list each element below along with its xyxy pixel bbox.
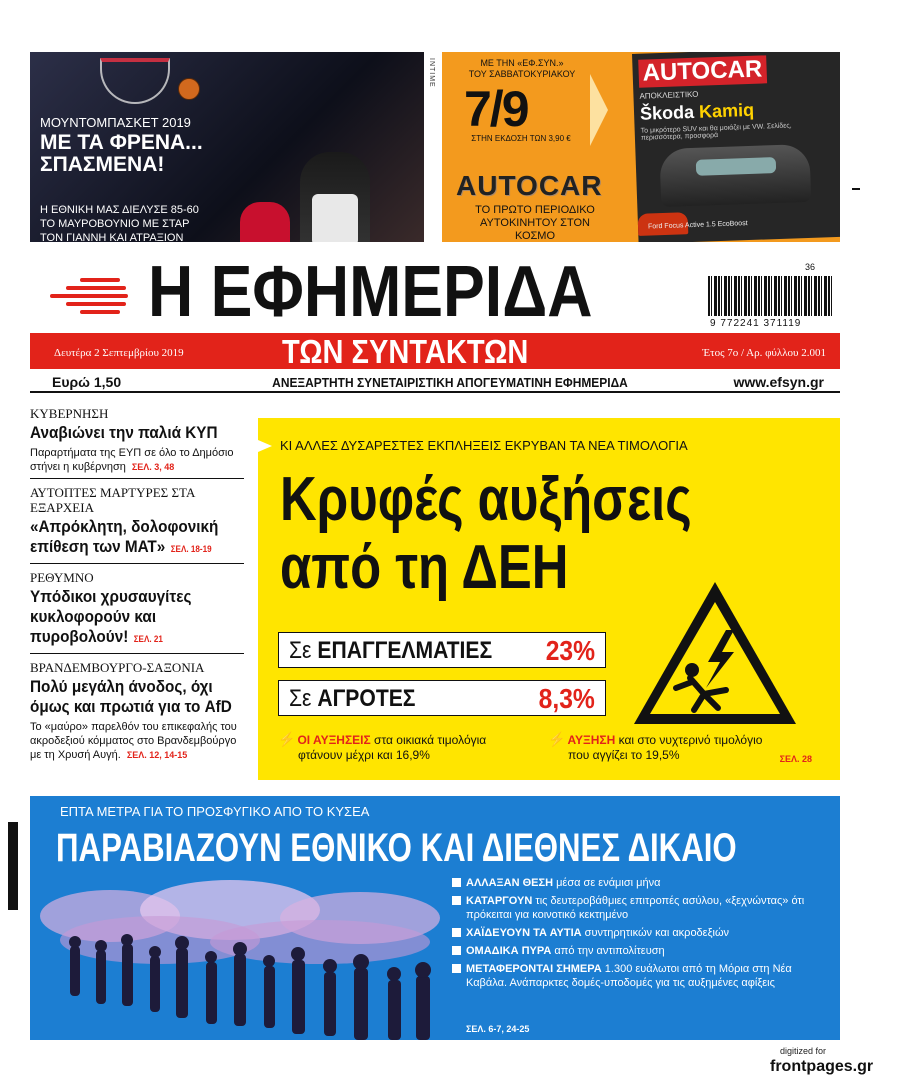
stat-group: ΕΠΑΓΓΕΛΜΑΤΙΕΣ [317, 637, 493, 664]
refugee-kicker: ΕΠΤΑ ΜΕΤΡΑ ΓΙΑ ΤΟ ΠΡΟΣΦΥΓΙΚΟ ΑΠΟ ΤΟ ΚΥΣΕΑ [60, 804, 370, 819]
pen-nib-logo-icon [50, 276, 134, 312]
masthead-red-bar [30, 333, 840, 369]
autocar-tagline [460, 204, 610, 242]
autocar-magazine-cover [632, 52, 840, 242]
magazine-title: AUTOCAR [638, 55, 766, 87]
autocar-note [452, 58, 592, 80]
refugee-story[interactable] [30, 796, 840, 1040]
story-body-text: Το «μαύρο» παρελθόν του επικεφαλής του ακροδεξιού κόμματος στο Βρανδεμβούργο με τη Χρυσή Αυγή. [30, 721, 237, 761]
player-jersey [312, 194, 358, 242]
masthead-title[interactable]: Η ΕΦΗΜΕΡΙΔΑ [148, 252, 593, 332]
refugees-silhouette-illustration [30, 876, 450, 1040]
measure-bold: ΚΑΤΑΡΓΟΥΝ [466, 895, 533, 907]
lead-page-ref: ΣΕΛ. 28 [779, 754, 812, 764]
story-body [30, 446, 244, 474]
refugee-page-ref: ΣΕΛ. 6-7, 24-25 [466, 1024, 530, 1034]
story-category: ΒΡΑΝΔΕΜΒΟΥΡΓΟ-ΣΑΞΟΝΙΑ [30, 660, 205, 675]
stat-label [289, 685, 415, 713]
story-headline [30, 517, 242, 559]
story-category: ΚΥΒΕΡΝΗΣΗ [30, 406, 109, 421]
promo-sport-desc-line3: ΤΟΝ ΓΙΑΝΝΗ ΚΑΙ ΑΤΡΑΞΙΟΝ [40, 232, 184, 242]
issue-date: Δευτέρα 2 Σεπτεμβρίου 2019 [54, 347, 184, 359]
lightning-icon: ⚡ [278, 731, 296, 747]
magazine-model [640, 100, 755, 125]
refugee-headline: ΠΑΡΑΒΙΑΖΟΥΝ ΕΘΝΙΚΟ ΚΑΙ ΔΙΕΘΝΕΣ ΔΙΚΑΙΟ [56, 826, 737, 870]
play-arrow-icon [258, 440, 272, 452]
autocar-tagline-line2: ΑΥΤΟΚΙΝΗΤΟΥ ΣΤΟΝ ΚΟΣΜΟ [480, 217, 590, 242]
note-line-a [278, 732, 486, 748]
promo-sport-headline [40, 132, 203, 176]
lead-story-dei[interactable] [258, 418, 840, 780]
measure-item [452, 944, 832, 958]
cover-price: Ευρώ 1,50 [52, 374, 122, 390]
left-column-stories [30, 400, 244, 766]
story-rethymno[interactable] [30, 564, 244, 654]
story-category: ΡΕΘΥΜΝΟ [30, 570, 94, 585]
measure-bold: ΑΛΛΑΞΑΝ ΘΕΣΗ [466, 877, 554, 889]
autocar-tagline-line1: ΤΟ ΠΡΩΤΟ ΠΕΡΙΟΔΙΚΟ [475, 204, 595, 216]
autocar-brand: AUTOCAR [456, 170, 603, 201]
lead-headline-line2: από τη ΔΕΗ [280, 533, 569, 602]
promo-sport-description [40, 203, 217, 242]
magazine-subhead: ΑΠΟΚΛΕΙΣΤΙΚΟ [639, 89, 699, 101]
magazine-footer: Ford Focus Active 1.5 EcoBoost [647, 220, 748, 231]
stat-prefix: Σε [289, 637, 312, 664]
autocar-edition: ΣΤΗΝ ΕΚΔΟΣΗ ΤΩΝ 3,90 € [471, 134, 571, 143]
story-page-ref: ΣΕΛ. 18-19 [170, 544, 212, 554]
lead-note-household [278, 732, 486, 763]
autocar-note-line1: ΜΕ ΤΗΝ «ΕΦ.ΣΥΝ.» [480, 58, 564, 68]
story-headline [30, 587, 242, 649]
electric-hazard-warning-icon [630, 578, 800, 728]
story-page-ref: ΣΕΛ. 12, 14-15 [126, 750, 188, 760]
note-text-b: φτάνουν μέχρι και 16,9% [298, 748, 430, 762]
story-headline: Πολύ μεγάλη άνοδος, όχι όμως και πρωτιά για το AfD [30, 677, 232, 716]
digitized-label: digitized for [780, 1046, 827, 1056]
stat-group: ΑΓΡΟΤΕΣ [317, 685, 416, 712]
note-highlight: ΑΥΞΗΣΗ [567, 733, 616, 747]
story-body-text: Παραρτήματα της ΕΥΠ σε όλο το Δημόσιο στήνει η κυβέρνηση [30, 447, 234, 473]
photo-credit: INTIME [428, 58, 435, 88]
refugee-measures-list [452, 876, 832, 994]
promo-sport-desc-line2: ΤΟ ΜΑΥΡΟΒΟΥΝΙΟ ΜΕ ΣΤΑΡ [40, 218, 190, 230]
lead-stat-professionals [278, 632, 606, 668]
note-text-a: και στο νυχτερινό τιμολόγιο [618, 733, 763, 747]
note-highlight: ΟΙ ΑΥΞΗΣΕΙΣ [297, 733, 371, 747]
magazine-description: Το μικρότερο SUV και θα μοιάζει με VW. Σελίδες, περισσότερα, προσφορά [640, 122, 792, 142]
measure-text: μέσα σε ενάμισι μήνα [556, 877, 661, 889]
story-brandenburg[interactable] [30, 654, 244, 766]
opponent-player-figure [240, 202, 290, 242]
masthead-info-bar [30, 371, 840, 393]
stat-value: 23% [545, 635, 595, 666]
autocar-date: 7/9 [464, 81, 528, 137]
measure-text: τις δευτεροβάθμιες επιτροπές ασύλου, «ξεχνώντας» ότι πρόκειται για κοινοτικό κεκτημένο [466, 895, 805, 921]
measure-item [452, 962, 832, 990]
story-headline-text: Υπόδικοι χρυσαυγίτες κυκλοφορούν και πυροβολούν! [30, 587, 192, 646]
lead-headline-line1: Κρυφές αυξήσεις [280, 465, 692, 534]
stat-value: 8,3% [538, 683, 595, 714]
basketball-icon [178, 78, 200, 100]
promo-sport-desc-line1: Η ΕΘΝΙΚΗ ΜΑΣ ΔΙΕΛΥΣΕ 85-60 [40, 204, 199, 216]
autocar-note-line2: ΤΟΥ ΣΑΒΒΑΤΟΚΥΡΙΑΚΟΥ [468, 69, 576, 79]
story-exarcheia[interactable] [30, 479, 244, 564]
stat-label [289, 637, 492, 665]
promo-sport-headline-line1: ΜΕ ΤΑ ΦΡΕΝΑ... [40, 131, 203, 154]
note-text-a: στα οικιακά τιμολόγια [374, 733, 487, 747]
chevron-right-icon [590, 74, 608, 146]
story-category: ΑΥΤΟΠΤΕΣ ΜΑΡΤΥΡΕΣ ΣΤΑ ΕΞΑΡΧΕΙΑ [30, 485, 195, 515]
note-text-b: που αγγίζει το 19,5% [568, 748, 680, 762]
measure-item [452, 894, 832, 922]
frontpages-watermark[interactable]: frontpages.gr [770, 1058, 874, 1075]
story-page-ref: ΣΕΛ. 3, 48 [131, 462, 175, 472]
masthead-subtitle: ΤΩΝ ΣΥΝΤΑΚΤΩΝ [282, 333, 529, 370]
promo-sport-headline-line2: ΣΠΑΣΜΕΝΑ! [40, 153, 165, 176]
promo-basketball[interactable] [30, 52, 424, 242]
lightning-icon: ⚡ [548, 731, 566, 747]
measure-bold: ΧΑΪΔΕΥΟΥΝ ΤΑ ΑΥΤΙΑ [466, 927, 582, 939]
measure-item [452, 876, 832, 890]
story-page-ref: ΣΕΛ. 21 [133, 634, 163, 644]
note-line-a [548, 732, 762, 748]
masthead-tagline: ΑΝΕΞΑΡΤΗΤΗ ΣΥΝΕΤΑΙΡΙΣΤΙΚΗ ΑΠΟΓΕΥΜΑΤΙΝΗ ΕΦΗΜΕΡΙΔΑ [272, 375, 628, 390]
story-kyp[interactable] [30, 400, 244, 479]
lead-kicker: ΚΙ ΑΛΛΕΣ ΔΥΣΑΡΕΣΤΕΣ ΕΚΠΛΗΞΕΙΣ ΕΚΡΥΒΑΝ ΤΑ ΝΕΑ ΤΙΜΟΛΟΓΙΑ [280, 438, 688, 453]
website-link[interactable]: www.efsyn.gr [733, 374, 824, 390]
lead-stat-farmers [278, 680, 606, 716]
car-icon [659, 144, 811, 207]
player-figure [300, 152, 370, 242]
measure-text: συντηρητικών και ακροδεξιών [584, 927, 730, 939]
measure-bold: ΟΜΑΔΙΚΑ ΠΥΡΑ [466, 945, 552, 957]
barcode-number: 9 772241 371119 [710, 318, 802, 329]
story-headline-text: «Απρόκλητη, δολοφονική επίθεση των ΜΑΤ» [30, 517, 219, 556]
promo-autocar[interactable] [442, 52, 840, 242]
measure-bold: ΜΕΤΑΦΕΡΟΝΤΑΙ ΣΗΜΕΡΑ [466, 963, 602, 975]
measure-text: από την αντιπολίτευση [554, 945, 665, 957]
issue-number: Έτος 7ο / Αρ. φύλλου 2.001 [702, 347, 826, 359]
story-body [30, 720, 244, 762]
magazine-model-name: Kamiq [698, 99, 755, 122]
stat-prefix: Σε [289, 685, 312, 712]
magazine-model-make: Škoda [639, 101, 695, 124]
lead-note-night [548, 732, 762, 763]
barcode-icon [708, 276, 834, 316]
crop-mark [852, 188, 860, 190]
measure-text: 1.300 ευάλωτοι από τη Μόρια στη Νέα Καβάλα. Ανάπαρκτες δομές-υποδομές για τις αυξημένες αφίξεις [466, 963, 792, 989]
measure-item [452, 926, 832, 940]
edge-strip [8, 822, 18, 910]
story-headline: Αναβιώνει την παλιά ΚΥΠ [30, 423, 218, 442]
promo-sport-kicker: ΜΟΥΝΤΟΜΠΑΣΚΕΤ 2019 [40, 115, 191, 130]
barcode-code: 36 [805, 262, 816, 272]
